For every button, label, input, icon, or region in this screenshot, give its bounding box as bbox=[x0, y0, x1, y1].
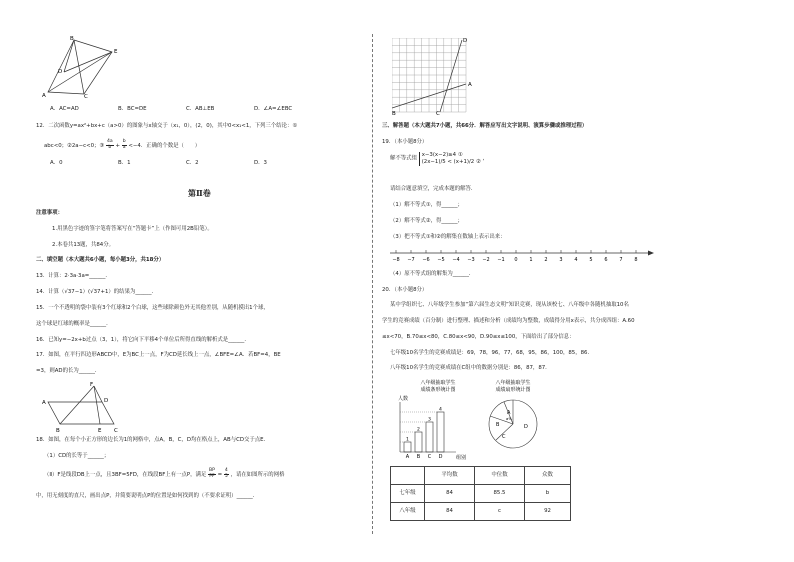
q17-parallelogram bbox=[48, 402, 114, 424]
number-line-tick-label: −5 bbox=[437, 257, 445, 263]
table-cell: 84 bbox=[425, 503, 475, 521]
part2-title: 二、填空题（本大题共6小题，每小题3分，共18分） bbox=[36, 257, 165, 263]
number-line-tick-label: 6 bbox=[604, 257, 608, 263]
q12-option-b: B．1 bbox=[118, 160, 131, 166]
q11-label-e: E bbox=[114, 49, 118, 55]
q14: 14．计算（√37−1）(√37+1）的结果为______． bbox=[36, 289, 157, 295]
q18-line3-end: ，请在如图所示的网格 bbox=[230, 471, 285, 478]
q12-fraction-1 bbox=[106, 140, 114, 151]
number-line-tick-label: −6 bbox=[422, 257, 430, 263]
q18-frac1-num: BP bbox=[209, 468, 215, 473]
number-line-tick-label: 3 bbox=[559, 257, 563, 263]
number-line-tick-label: −7 bbox=[407, 257, 415, 263]
q11-label-a: A bbox=[42, 93, 46, 98]
q20-line2: 学生的竞赛成绩（百分制）进行整理、描述和分析（成绩均为整数，成绩得分用x表示，共分成四组：A.60 bbox=[382, 318, 635, 324]
number-line-tick-label: −4 bbox=[452, 257, 460, 263]
q19-hint: 请结合题意填空，完成本题的解答． bbox=[390, 186, 477, 192]
q12-frac1-num: 4a bbox=[106, 139, 113, 144]
bar-value-label: 3 bbox=[428, 417, 431, 423]
q11-figure bbox=[40, 36, 130, 98]
bar-chart-xlabel: 组别 bbox=[456, 455, 467, 461]
q19-inequalities bbox=[419, 152, 481, 166]
q11-label-c: C bbox=[84, 94, 88, 98]
q11-option-d: D．∠A=∠EBC bbox=[254, 106, 293, 112]
number-line-tick-label: −1 bbox=[497, 257, 505, 263]
table-cell: 八年级 bbox=[391, 503, 425, 521]
q12-frac1-den: b bbox=[108, 144, 112, 150]
bar-category-label: B bbox=[416, 454, 421, 460]
bar-value-label: 1 bbox=[406, 437, 409, 443]
table-header-cell: 中位数 bbox=[475, 467, 525, 485]
q12-line2-end: <−4．正确的个数是（ ） bbox=[128, 142, 201, 149]
bar-A bbox=[404, 442, 411, 452]
number-line-tick-label: 1 bbox=[529, 257, 533, 263]
pie-chart-title-2: 成绩扇形统计图 bbox=[495, 387, 531, 393]
q18-line3 bbox=[44, 469, 284, 480]
number-line-tick-label: 0 bbox=[514, 257, 518, 263]
notice-2: 2.本卷共13题，共84分。 bbox=[52, 242, 114, 248]
q12-line2 bbox=[44, 140, 200, 151]
bar-chart bbox=[392, 378, 478, 464]
number-line-tick-label: −3 bbox=[467, 257, 475, 263]
notice-title: 注意事项： bbox=[36, 210, 63, 216]
bar-chart-bars bbox=[400, 407, 444, 461]
q11-label-b: B bbox=[70, 36, 74, 42]
q12-line1: 12．二次函数y=ax²+bx+c（a>0）的图象与x轴交于（x₁，0），(2，0)，其中0<x₁<1，下列三个结论：① bbox=[36, 123, 298, 129]
bar-category-label: C bbox=[427, 454, 432, 460]
number-line-tick-label: −2 bbox=[482, 257, 490, 263]
q12-option-d: D．3 bbox=[254, 160, 267, 166]
table-header-cell bbox=[391, 467, 425, 485]
number-line-tick-label: 5 bbox=[589, 257, 593, 263]
q17-label-f: F bbox=[90, 382, 94, 388]
q16: 16．已知y=−2x+b过点（3，1），将它向下平移4个单位后所得直线的解析式是______． bbox=[36, 337, 250, 343]
q19-intro: 解不等式组 bbox=[390, 155, 417, 162]
q18-grid-figure bbox=[392, 38, 474, 116]
stats-table bbox=[390, 466, 571, 521]
table-cell: 85.5 bbox=[475, 485, 525, 503]
bar-value-label: 2 bbox=[417, 427, 420, 433]
number-line-tick-label: 7 bbox=[619, 257, 623, 263]
notice-1: 1.用黑色字迹的签字笔将答案写在“答题卡”上（作图可用2B铅笔）。 bbox=[52, 226, 213, 232]
q12-frac2-den: a bbox=[122, 144, 126, 150]
q18-frac2-den: 5 bbox=[224, 473, 228, 479]
q13: 13．计算：2·3a·3a=______． bbox=[36, 273, 111, 279]
number-line-tick-label: 8 bbox=[634, 257, 638, 263]
bar-D bbox=[437, 412, 444, 452]
grid-label-a: A bbox=[468, 82, 472, 88]
section-title: 第Ⅱ卷 bbox=[188, 188, 211, 198]
bar-chart-title-1: 八年级抽取学生 bbox=[420, 380, 456, 386]
bar-chart-ylabel: 人数 bbox=[398, 396, 409, 402]
q17-line2: =3，则AD的长为______． bbox=[36, 368, 101, 374]
q20-line1: 某中学组织七、八年级学生参加“第六届生态文明”知识竞赛，现从该校七、八年级中各随机抽取10名 bbox=[390, 302, 629, 308]
table-header-row bbox=[391, 467, 571, 485]
q12-option-c: C．2 bbox=[186, 160, 199, 166]
q18-frac2-num: 4 bbox=[224, 468, 228, 473]
q18-frac1-den: PF bbox=[209, 473, 215, 479]
q18-line2: （1）CD的长等于______； bbox=[44, 453, 110, 459]
q18-fraction-1 bbox=[208, 469, 216, 480]
q20-line5: 八年级10名学生的竞赛成绩在C组中的数据分别是：86，87，87． bbox=[390, 365, 551, 371]
pie-label-a: A bbox=[507, 410, 511, 416]
q11-option-c: C．AB⊥EB bbox=[186, 106, 215, 112]
pie-chart bbox=[478, 378, 548, 464]
bar-chart-title-2: 成绩条形统计图 bbox=[420, 387, 456, 393]
pie-label-percent: a% bbox=[506, 416, 512, 421]
table-cell: 92 bbox=[525, 503, 571, 521]
q19-system bbox=[390, 152, 488, 166]
q19-ineq1: x−3(x−2)≥4 ① bbox=[421, 152, 463, 158]
q18-equals: = bbox=[217, 471, 223, 478]
bar-value-label: 4 bbox=[439, 407, 442, 413]
q11-option-a: A．AC=AD bbox=[50, 106, 79, 112]
q19-step3: （3）把不等式①和②的解集在数轴上表示出来： bbox=[390, 234, 506, 240]
q18-line1: 18．如图，在每个小正方形的边长为1的网格中，点A，B，C，D均在格点上，AB与CD交于点E． bbox=[36, 437, 269, 443]
q17-label-c: C bbox=[114, 428, 118, 434]
q18-fraction-2 bbox=[224, 469, 229, 480]
grid-label-d: D bbox=[463, 38, 468, 44]
grid-lines bbox=[392, 38, 466, 112]
q17-label-a: A bbox=[42, 400, 46, 406]
q11-option-b: B．BC=DE bbox=[118, 106, 147, 112]
q19-comma: ， bbox=[482, 155, 488, 162]
table-cell: c bbox=[475, 503, 525, 521]
number-line-tick-label: 2 bbox=[544, 257, 548, 263]
table-row bbox=[391, 503, 571, 521]
q19-step2: （2）解不等式②，得______； bbox=[390, 218, 463, 224]
table-row bbox=[391, 485, 571, 503]
pie-chart-title-1: 八年级抽取学生 bbox=[495, 380, 531, 386]
bar-category-label: A bbox=[405, 454, 410, 460]
q12-frac2-num: b bbox=[122, 139, 126, 144]
grid-label-b: B bbox=[392, 111, 396, 116]
number-line-tick-label: −8 bbox=[392, 257, 400, 263]
q17-label-d: D bbox=[104, 398, 109, 404]
q12-plus: + bbox=[115, 142, 120, 149]
bar-category-label: D bbox=[438, 454, 443, 460]
q20-line3: ≤x<70，B.70≤x<80，C.80≤x<90，D.90≤x≤100，下面给出了部分信息： bbox=[382, 334, 575, 340]
q19-ineq2: (2x−1)/5 < (x+1)/2 ② bbox=[421, 159, 481, 166]
table-header-cell: 平均数 bbox=[425, 467, 475, 485]
column-divider bbox=[372, 34, 373, 534]
q12-fraction-2 bbox=[122, 140, 127, 151]
q12-line2-text: abc<0；②2a−c<0；③ bbox=[44, 142, 105, 149]
q19-step4: （4）原不等式组的解集为______． bbox=[390, 271, 475, 277]
q19-title: 19．（本小题8分） bbox=[382, 139, 428, 145]
pie-label-b: B bbox=[496, 422, 500, 428]
q17-label-e: E bbox=[98, 428, 102, 434]
q11-label-d: D bbox=[58, 69, 63, 75]
bar-C bbox=[426, 422, 433, 452]
table-cell: b bbox=[525, 485, 571, 503]
grid-label-c: C bbox=[436, 111, 440, 116]
q17-line1: 17．如图，在平行四边形ABCD中，E为BC上一点，F为CD延长线上一点，∠BFE=∠A．若BF=4，BE bbox=[36, 352, 281, 358]
number-line-arrow bbox=[648, 251, 654, 256]
pie-label-c: C bbox=[502, 434, 506, 440]
q20-line4: 七年级10名学生的竞赛成绩是：69，78，96，77，68，95，86，100，85，86． bbox=[390, 350, 593, 356]
table-cell: 七年级 bbox=[391, 485, 425, 503]
q20-title: 20．（本小题8分） bbox=[382, 287, 428, 293]
q15-line1: 15．一个不透明的袋中装有3个红球和2个白球，这些球除颜色外无其他差别，从随机摸出1个球， bbox=[36, 305, 269, 311]
table-header-cell: 众数 bbox=[525, 467, 571, 485]
q15-line2: 这个球是红球的概率是______． bbox=[36, 321, 112, 327]
table-cell: 84 bbox=[425, 485, 475, 503]
number-line-tick-label: 4 bbox=[574, 257, 578, 263]
q19-step1: （1）解不等式①，得______； bbox=[390, 202, 463, 208]
q17-figure bbox=[40, 380, 130, 434]
q17-label-b: B bbox=[56, 428, 60, 434]
q18-line4: 中，用无刻度的直尺，画出点P，并简要说明点P的位置是如何找到的（不要求证明）______． bbox=[36, 493, 259, 499]
number-line bbox=[386, 247, 656, 267]
number-line-ticks bbox=[392, 250, 637, 263]
bar-B bbox=[415, 432, 422, 452]
part3-title: 三、解答题（本大题共7小题，共66分．解答应写出文字说明、演算步骤或推理过程） bbox=[382, 123, 588, 129]
pie-label-d: D bbox=[524, 424, 528, 430]
q12-option-a: A．0 bbox=[50, 160, 63, 166]
q18-line3-text: （Ⅱ）F是线段DB上一点，且3BF=5FD，在线段BF上有一点P，满足 bbox=[44, 471, 207, 478]
